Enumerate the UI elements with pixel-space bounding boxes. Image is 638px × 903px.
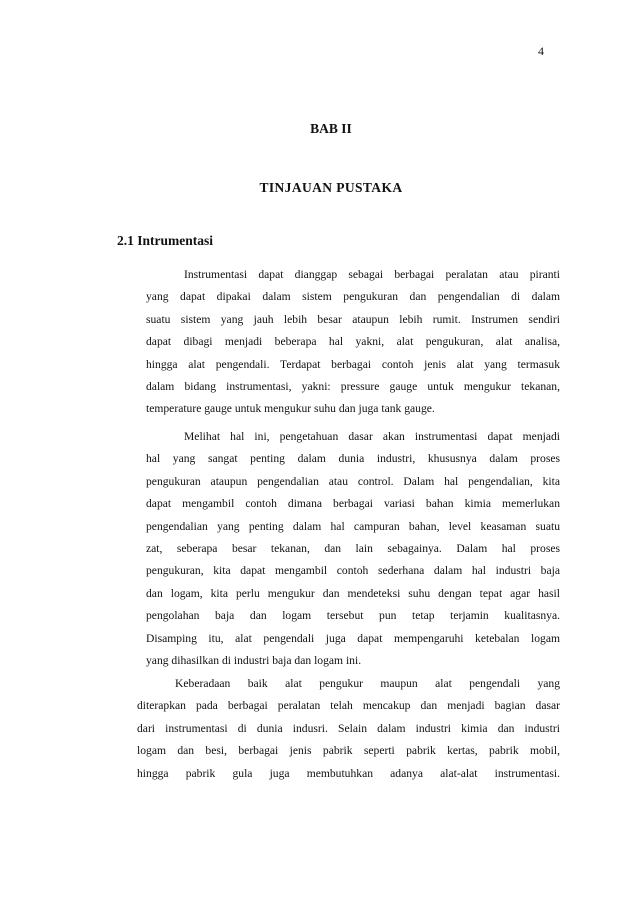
text-line: dapat dibagi menjadi beberapa hal yakni, alat pengukuran, alat analisa, bbox=[146, 335, 560, 349]
text-line: yang dapat dipakai dalam sistem pengukuran dan pengendalian di dalam bbox=[146, 290, 560, 304]
text-line: zat, seberapa besar tekanan, dan lain sebagainya. Dalam hal proses bbox=[146, 541, 560, 555]
text-line: temperature gauge untuk mengukur suhu dan juga tank gauge. bbox=[146, 402, 435, 416]
paragraph-instrument-presence bbox=[137, 673, 560, 785]
page-number: 4 bbox=[538, 44, 544, 58]
text-line: hingga pabrik gula juga membutuhkan adanya alat-alat instrumentasi. bbox=[137, 766, 560, 780]
chapter-label: BAB II bbox=[310, 121, 352, 136]
text-line: suatu sistem yang jauh lebih besar ataupun lebih rumit. Instrumen sendiri bbox=[146, 312, 560, 326]
text-line: pengukuran, kita dapat mengambil contoh sederhana dalam hal industri baja bbox=[146, 564, 560, 578]
text-line: hingga alat pengendali. Terdapat berbagai contoh jenis alat yang termasuk bbox=[146, 357, 560, 371]
text-line: Instrumentasi dapat dianggap sebagai berbagai peralatan atau piranti bbox=[184, 268, 560, 281]
text-line: diterapkan pada berbagai peralatan telah mencakup dan menjadi bagian dasar bbox=[137, 699, 560, 713]
paragraph-instrumentation-definition bbox=[146, 264, 560, 421]
text-line: pengendalian yang penting dalam hal campuran bahan, level keasaman suatu bbox=[146, 519, 560, 533]
text-line: dalam bidang instrumentasi, yakni: pressure gauge untuk mengukur tekanan, bbox=[146, 379, 560, 393]
text-line: Disamping itu, alat pengendali juga dapat mempengaruhi ketebalan logam bbox=[146, 631, 560, 645]
section-heading: 2.1 Intrumentasi bbox=[117, 233, 214, 248]
text-line: hal yang sangat penting dalam dunia industri, khususnya dalam proses bbox=[146, 452, 560, 466]
text-line: pengukuran ataupun pengendalian atau control. Dalam hal pengendalian, kita bbox=[146, 474, 560, 488]
text-line: pengolahan baja dan logam tersebut pun tetap terjamin kualitasnya. bbox=[146, 609, 560, 623]
chapter-title: TINJAUAN PUSTAKA bbox=[259, 180, 403, 195]
text-line: Melihat hal ini, pengetahuan dasar akan instrumentasi dapat menjadi bbox=[184, 430, 560, 443]
text-line: dari instrumentasi di dunia indusri. Selain dalam industri kimia dan industri bbox=[137, 721, 560, 735]
text-line: dan logam, kita perlu mengukur dan mendeteksi suhu dengan tepat agar hasil bbox=[146, 586, 560, 600]
text-line: yang dihasilkan di industri baja dan logam ini. bbox=[146, 653, 362, 667]
text-line: logam dan besi, berbagai jenis pabrik seperti pabrik kertas, pabrik mobil, bbox=[137, 744, 560, 758]
text-line: Keberadaan baik alat pengukur maupun alat pengendali yang bbox=[175, 677, 560, 690]
paragraph-industry-importance bbox=[146, 426, 560, 672]
text-line: dapat mengambil contoh dimana berbagai variasi bahan kimia memerlukan bbox=[146, 497, 560, 511]
